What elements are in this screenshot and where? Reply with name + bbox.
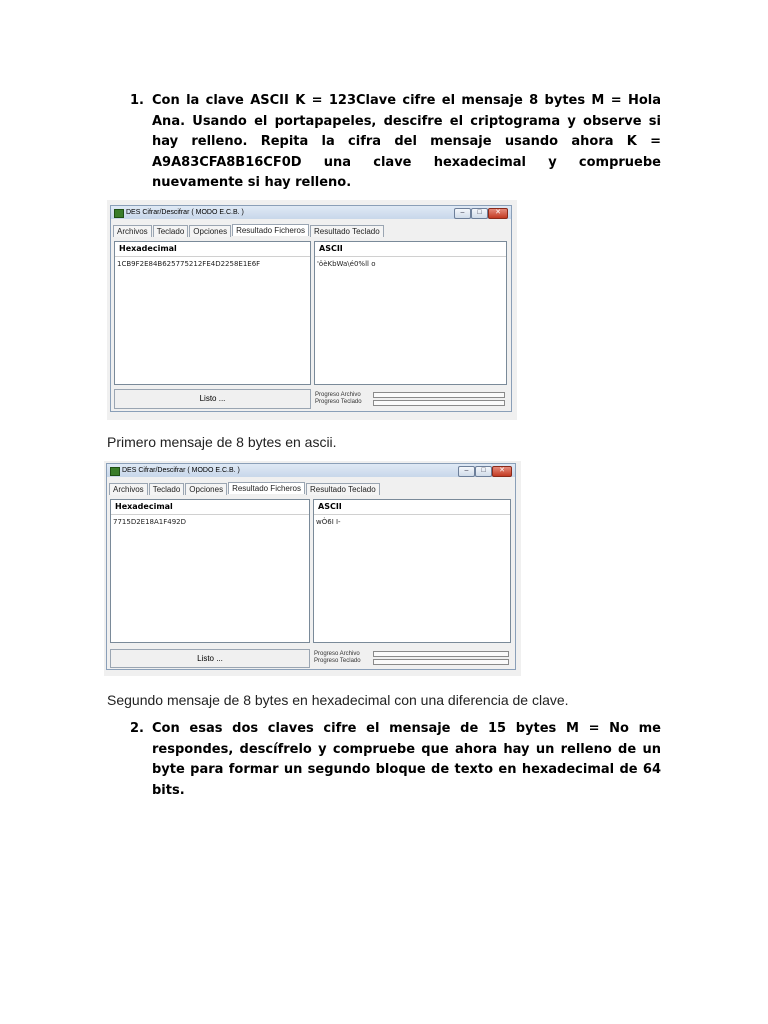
ascii-value: wÒ6I I- [316,518,341,526]
progress-file-bar [373,392,505,398]
hex-panel[interactable] [110,499,310,643]
title-bar [107,464,515,477]
screenshot-2 [104,461,521,676]
progress-keyboard-label: Progreso Teclado [314,658,361,664]
ascii-panel[interactable] [314,241,507,385]
ascii-header: ASCII [314,500,510,515]
question-2-number: 2. [130,721,144,736]
ascii-panel[interactable] [313,499,511,643]
status-bar: Listo ... [110,649,310,668]
progress-file-label: Progreso Archivo [315,392,361,398]
ascii-value: 'öèKbWa\é0%ll o [317,260,376,268]
screenshot-1 [107,200,517,420]
window-title: DES Cifrar/Descifrar ( MODO E.C.B. ) [126,209,244,216]
tab-opciones[interactable]: Opciones [185,483,227,495]
question-1-number: 1. [130,93,144,108]
caption-1: Primero mensaje de 8 bytes en ascii. [107,434,337,450]
app-window-1 [110,205,512,412]
progress-labels [315,392,362,406]
close-button[interactable]: ✕ [488,208,508,219]
caption-2: Segundo mensaje de 8 bytes en hexadecimal con una diferencia de clave. [107,692,569,708]
progress-keyboard-label: Progreso Teclado [315,399,362,405]
question-1-text: Con la clave ASCII K = 123Clave cifre el mensaje 8 bytes M = Hola Ana. Usando el portapapeles, descifre el criptograma y observe si hay relleno. Repita la cifra del mensaje usando ahora K = A9A83CFA8B16CF0D una clave hexadecimal y compruebe nuevamente si hay relleno. [152,93,661,190]
maximize-button[interactable]: □ [475,466,492,477]
app-icon [114,209,124,218]
hex-header: Hexadecimal [111,500,309,515]
window-title: DES Cifrar/Descifrar ( MODO E.C.B. ) [122,467,240,474]
title-bar [111,206,511,219]
hex-panel[interactable] [114,241,311,385]
question-1 [130,91,661,194]
progress-keyboard-bar [373,659,509,665]
close-button[interactable]: ✕ [492,466,512,477]
hex-value: 1CB9F2E84B625775212FE4D2258E1E6F [117,260,261,268]
progress-file-label: Progreso Archivo [314,651,360,657]
tab-resultado-teclado[interactable]: Resultado Teclado [310,225,384,237]
tab-teclado[interactable]: Teclado [153,225,189,237]
progress-labels [314,651,361,665]
app-window-2 [106,463,516,670]
question-2 [130,719,661,801]
tab-resultado-teclado[interactable]: Resultado Teclado [306,483,380,495]
maximize-button[interactable]: □ [471,208,488,219]
progress-keyboard-bar [373,400,505,406]
minimize-button[interactable]: – [458,466,475,477]
tab-archivos[interactable]: Archivos [109,483,148,495]
tab-teclado[interactable]: Teclado [149,483,185,495]
tab-opciones[interactable]: Opciones [189,225,231,237]
question-2-text: Con esas dos claves cifre el mensaje de 15 bytes M = No me respondes, descífrelo y compruebe que ahora hay un relleno de un byte para formar un segundo bloque de texto en hexadecimal de 64 bits. [152,721,661,798]
tab-strip [113,221,385,234]
ascii-header: ASCII [315,242,506,257]
app-icon [110,467,120,476]
minimize-button[interactable]: – [454,208,471,219]
status-bar: Listo ... [114,389,311,409]
hex-header: Hexadecimal [115,242,310,257]
tab-archivos[interactable]: Archivos [113,225,152,237]
hex-value: 7715D2E18A1F492D [113,518,187,526]
tab-strip [109,479,381,492]
progress-file-bar [373,651,509,657]
tab-resultado-ficheros[interactable]: Resultado Ficheros [232,224,309,236]
tab-resultado-ficheros[interactable]: Resultado Ficheros [228,482,305,494]
